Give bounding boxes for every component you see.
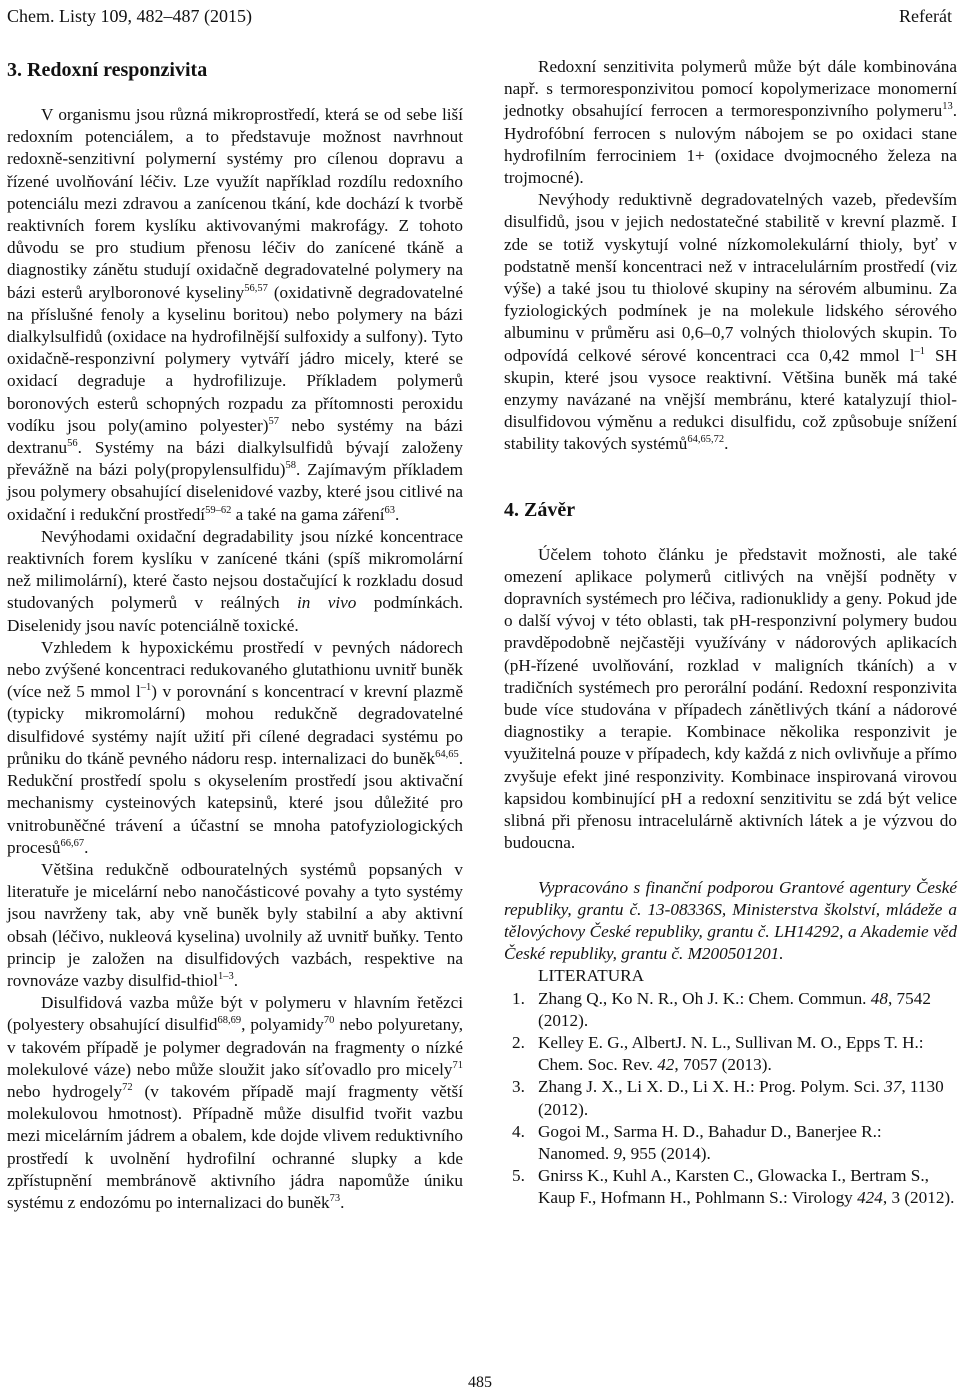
paragraph: Vzhledem k hypoxickému prostředí v pevných nádorech nebo zvýšené koncentraci redukovaného glutathionu uvnitř buněk (více než 5 mmol $l^{-1}$) v porovnání s koncentrací v krevní plazmě (typicky mikromolární) mohou redukčně degradovatelné disulfidové systémy najít užití při cílené degradaci systému po průniku do tkáně pevného nádoru resp. internalizaci do buněk$^{64,65}$. Redukční prostředí spolu s okyselením prostředí jsou aktivační mechanismy cysteinových katepsinů, které jsou důležité pro vnitrobuněčné trávení a účastní se mnoha patofyziologických procesů$^{66,67}$. bbox=[7, 637, 463, 857]
paragraph: Nevýhodami oxidační degradability jsou nízké koncentrace reaktivních forem kyslíku v zanícené tkáni (spíš mikromolární než milimolární), které často nejsou dostačující k rozkladu dosud studovaných polymerů v reálných in vivo podmínkách. Diselenidy jsou navíc potenciálně toxické. bbox=[7, 526, 464, 635]
section-label: Referát bbox=[899, 6, 952, 26]
journal-citation: Chem. Listy 109, 482–487 (2015) bbox=[7, 6, 252, 26]
section-heading-conclusion: 4. Závěr bbox=[504, 498, 576, 521]
paragraph: Většina redukčně odbouratelných systémů popsaných v literatuře je micelární nebo nanočásticové povahy a tyto systémy jsou navrženy tak, aby vně buněk byly stabilní a aby aktivní obsah (léčivo, nukleová kyselina) uvolnily až uvnitř buňky. Tento princip je založen na disulfidových vazbách, respektive na rovnováze vazby disulfid-thiol$^{1-3}$. bbox=[7, 859, 463, 990]
section-heading-redox: 3. Redoxní responzivita bbox=[7, 59, 208, 81]
reference-item: 5. Gnirss K., Kuhl A., Karsten C., Glowacka I., Bertram S., Kaup F., Hofmann H., Pohlmann S.: Virology 424, 3 (2012). bbox=[512, 1166, 955, 1208]
reference-item: 3. Zhang J. X., Li X. D., Li X. H.: Prog. Polym. Sci. 37, 1130 (2012). bbox=[512, 1077, 944, 1119]
references-heading: LITERATURA bbox=[538, 966, 644, 986]
paragraph: Účelem tohoto článku je představit možnosti, ale také omezení aplikace polymerů citlivých na vnější podněty v dopravních systémech pro léčiva, radionuklidy a geny. Pokud jde o další vývoj v této oblasti, tak pH-responzivní polymery budou pravděpodobně nejčastěji využívány v nádorových aplikacích (pH-řízené uvolňování, rozklad v maligních tkáních) a v tradičních systémech pro perorální podání. Redoxní responzivita bude více studována v případech zánětlivých tkání a nádorové diagnostiky a terapie. Kombinace několika responzivit je využitelná pouze v případech, kdy každá z nich ovlivňuje a přímo zvyšuje efekt jiné responzivity. Kombinace inspirovaná virovou kapsidou kombinující pH a redoxní senzitivitu se zdá být velice slibná při přenosu intracelulárně aktivních látek a je výzvou do budoucna. bbox=[504, 544, 957, 853]
reference-item: 1. Zhang Q., Ko N. R., Oh J. K.: Chem. Commun. 48, 7542 (2012). bbox=[512, 988, 931, 1030]
paragraph: V organismu jsou různá mikroprostředí, která se od sebe liší redoxním potenciálem, a to představuje možnost navrhnout redoxně-senzitivní polymerní systémy pro cílenou dopravu a řízené uvolňování léčiv. Lze využít například rozdílu redoxního potenciálu mezi zdravou a zanícenou tkání, kde dochází k tvorbě reaktivních forem kyslíku aktivovanými makrofágy. Z tohoto důvodu se pro studium přenosu léčiv do zanícené tkáně a diagnostiky zánětu studují oxidačně degradovatelné polymery na bázi esterů arylboronové kyseliny$^{56,57}$ (oxidativně degradovatelné na příslušné fenoly a kyselinu boritou) nebo polymery na bázi dialkylsulfidů (oxidace na hydrofilnější sulfoxidy a sulfony). Tyto oxidačně-responzivní polymery vytváří jádro micely, které se oxidací degraduje a hydrofilizuje. Příkladem polymerů boronových esterů schopných rozpadu za přítomnosti peroxidu vodíku jsou poly(amino polyester)$^{57}$ nebo systémy na bázi dextranu$^{56}$. Systémy na bázi dialkylsulfidů bývají založeny převážně na bázi poly(propylensulfidu)$^{58}$. Zajímavým příkladem jsou polymery obsahující diselenidové vazby, které jsou citlivé na oxidační i redukční prostředí$^{59-62}$ a také na gama záření$^{63}$. bbox=[7, 105, 463, 524]
acknowledgement: Vypracováno s finanční podporou Grantové agentury České republiky, grantu č. 13-08336S, Ministerstva školství, mládeže a tělovýchovy České republiky, grantu č. LH14292, a Akademie věd České republiky, grantu č. M200501201. bbox=[504, 877, 957, 964]
left-column bbox=[7, 56, 463, 1214]
reference-list bbox=[504, 988, 957, 1210]
reference-item: 4. Gogoi M., Sarma H. D., Bahadur D., Banerjee R.: Nanomed. 9, 955 (2014). bbox=[512, 1121, 882, 1163]
paragraph: Disulfidová vazba může být v polymeru v hlavním řetězci (polyestery obsahující disulfid$^{68,69}$, polyamidy$^{70}$ nebo polyuretany, v takovém případě je polymer degradován na fragmenty o nízké molekulové váze) nebo může sloužit jako síťovadlo pro micely$^{71}$ nebo hydrogely$^{72}$ (v takovém případě mají fragmenty větší molekulovou hmotnost). Případně může disulfid tvořit vazbu mezi micelárním jádrem a obalem, kde dojde vlivem reduktivního prostředí k uvolnění hydrofilní ochranné slupky a kde zpřístupnění membránově aktivního jádra napomůže úniku systému z endozómu po internalizaci do buněk$^{73}$. bbox=[7, 993, 463, 1212]
paragraph: Nevýhody reduktivně degradovatelných vazeb, především disulfidů, jsou v jejich nedostatečné stabilitě v krevní plazmě. I zde se totiž vyskytují volné nízkomolekulární thioly, byť v podstatně menší koncentraci než v intracelulárním prostředí (viz výše) a také jsou tu thiolové skupiny na sérovém albuminu. Za fyziologických podmínek je na molekule lidského sérového albuminu v průměru asi 0,6–0,7 volných thiolových skupin. To odpovídá celkové sérové koncentraci cca 0,42 mmol $l^{-1}$ SH skupin, které jsou vysoce reaktivní. Většina buněk má také enzymy navázané na vnější membránu, které katalyzují thiol-disulfidovou výměnu a redukci disulfidu, což způsobuje snížení stability takových systémů$^{64,65,72}$. bbox=[504, 190, 957, 454]
paragraph: Redoxní senzitivita polymerů může být dále kombinována např. s termoresponzivitou pomocí kopolymerizace monomerní jednotky obsahující ferrocen a termoresponzivního polymeru$^{13}$. Hydrofóbní ferrocen s nulovým nábojem se po oxidaci stane hydrofilním ferrociniem 1+ (oxidace dvojmocného železa na trojmocné). bbox=[504, 57, 957, 188]
reference-item: 2. Kelley E. G., AlbertJ. N. L., Sullivan M. O., Epps T. H.: Chem. Soc. Rev. 42, 7057 (2013). bbox=[512, 1032, 924, 1075]
page-number: 485 bbox=[468, 1374, 492, 1391]
running-header bbox=[7, 4, 952, 28]
right-column bbox=[504, 56, 957, 1210]
